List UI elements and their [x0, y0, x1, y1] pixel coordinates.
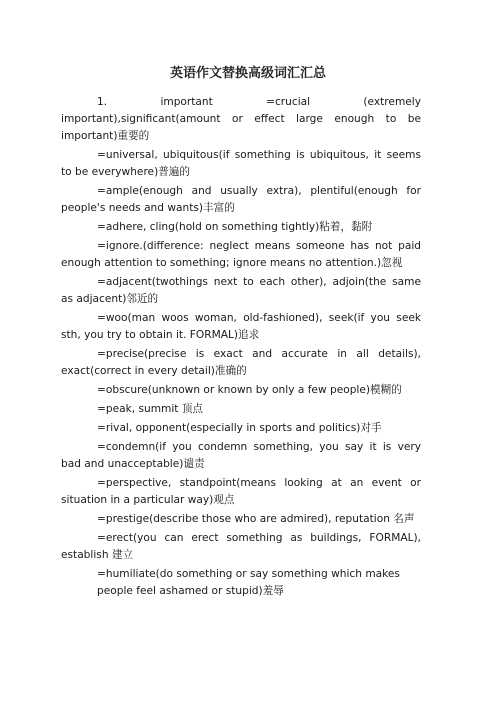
paragraph: =obscure(unknown or known by only a few people)模糊的: [97, 384, 402, 396]
paragraph: =universal, ubiquitous(if something is ubiquitous, it seems to be everywhere)普遍的: [61, 149, 421, 178]
paragraph: =peak, summit 顶点: [97, 403, 204, 415]
paragraph: =ample(enough and usually extra), plentiful(enough for people's needs and wants)丰富的: [61, 185, 421, 214]
paragraph: =ignore.(difference: neglect means someone has not paid enough attention to something; ignore means no attention.)忽视: [61, 240, 421, 269]
paragraph: =rival, opponent(especially in sports and politics)对手: [97, 422, 382, 434]
document-body: [61, 94, 421, 602]
paragraph: =humiliate(do something or say something which makes people feel ashamed or stupid)羞辱: [97, 568, 400, 597]
paragraph: 1. important =crucial (extremely important),significant(amount or effect large enough to be important)重要的: [61, 96, 421, 142]
paragraph: =erect(you can erect something as buildings, FORMAL), establish 建立: [61, 532, 421, 561]
paragraph: =perspective, standpoint(means looking at an event or situation in a particular way)观点: [61, 477, 421, 506]
paragraph: =condemn(if you condemn something, you say it is very bad and unacceptable)谴责: [61, 441, 421, 470]
document-title: 英语作文替换高级词汇汇总: [169, 66, 326, 81]
paragraph: =woo(man woos woman, old-fashioned), seek(if you seek sth, you try to obtain it. FORMAL)追求: [61, 312, 421, 341]
paragraph: =prestige(describe those who are admired), reputation 名声: [97, 513, 415, 525]
paragraph: =adjacent(twothings next to each other), adjoin(the same as adjacent)邻近的: [61, 276, 421, 305]
paragraph: =precise(precise is exact and accurate in all details), exact(correct in every detail)准确的: [61, 348, 421, 377]
paragraph: =adhere, cling(hold on something tightly)粘着，黏附: [97, 221, 373, 233]
